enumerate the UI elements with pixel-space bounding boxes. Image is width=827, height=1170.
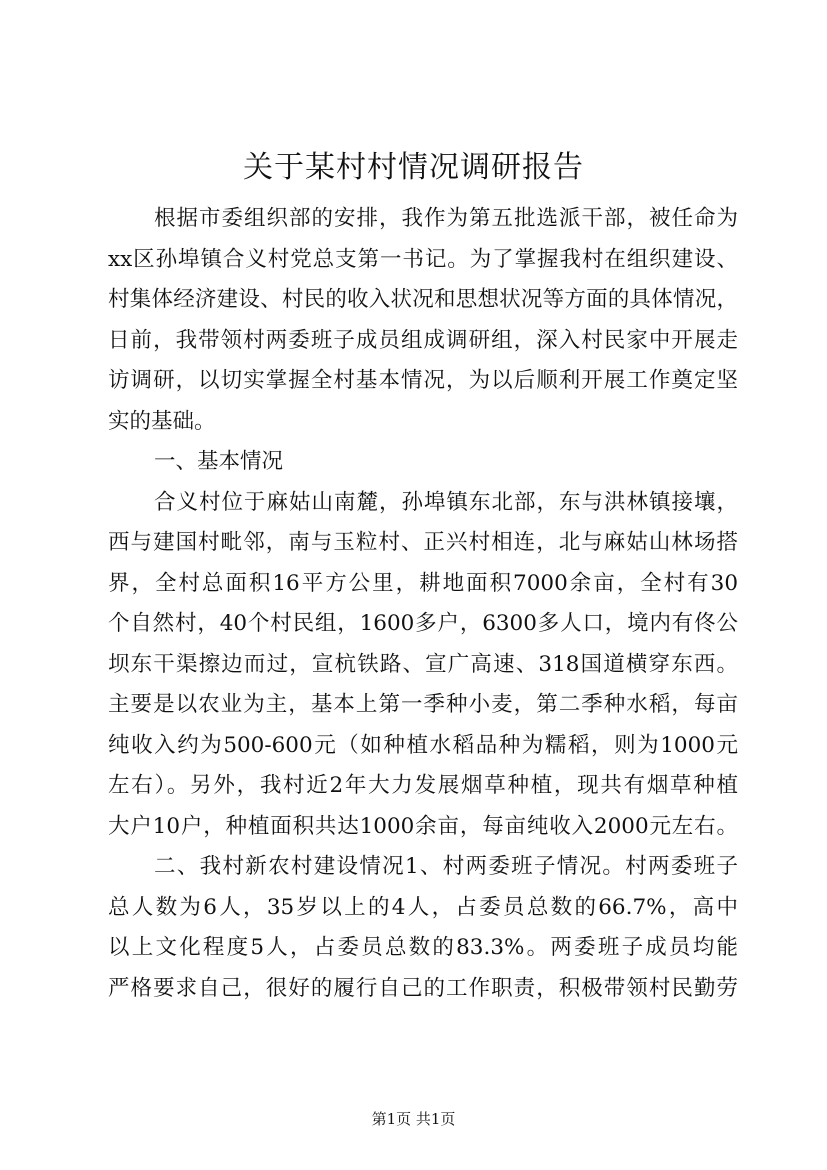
body-line: 大户10户，种植面积共达1000余亩，每亩纯收入2000元左右。 [108,813,738,839]
body-line: 实的基础。 [108,408,216,434]
body-line: 主要是以农业为主，基本上第一季种小麦，第二季种水稻，每亩 [108,692,738,717]
body-line: 西与建国村毗邻，南与玉粒村、正兴村相连，北与麻姑山林场搭 [108,530,738,555]
body-line: 个自然村，40个村民组，1600多户，6300多人口，境内有佟公 [108,611,738,636]
body-line: 纯收入约为500-600元（如种植水稻品种为糯稻，则为1000元 [108,732,738,758]
section-heading: 一、基本情况 [154,449,284,474]
body-line: 二、我村新农村建设情况1、村两委班子情况。村两委班子 [154,854,738,879]
body-line: 左右）。另外，我村近2年大力发展烟草种植，现共有烟草种植 [108,773,738,798]
body-line: 总人数为6人，35岁以上的4人，占委员总数的66.7%，高中 [108,894,738,920]
document-body [108,199,738,1009]
page-footer: 第1页 共1页 [371,1110,456,1128]
body-line: 日前，我带领村两委班子成员组成调研组，深入村民家中开展走 [108,327,738,353]
body-line: xx区孙埠镇合义村党总支第一书记。为了掌握我村在组织建设、 [108,246,738,272]
body-line: 合义村位于麻姑山南麓，孙埠镇东北部，东与洪林镇接壤， [154,489,738,515]
body-line: 村集体经济建设、村民的收入状况和思想状况等方面的具体情况， [108,287,738,312]
body-line: 界，全村总面积16平方公里，耕地面积7000余亩，全村有30 [108,570,738,596]
body-line: 访调研，以切实掌握全村基本情况，为以后顺利开展工作奠定坚 [108,368,738,393]
body-line: 以上文化程度5人，占委员总数的83.3%。两委班子成员均能 [108,935,738,960]
body-line: 坝东干渠擦边而过，宣杭铁路、宣广高速、318国道横穿东西。 [108,651,738,677]
document-title: 关于某村村情况调研报告 [243,150,584,185]
body-line: 严格要求自己，很好的履行自己的工作职责，积极带领村民勤劳 [108,975,738,1001]
body-line: 根据市委组织部的安排，我作为第五批选派干部，被任命为 [154,206,738,231]
